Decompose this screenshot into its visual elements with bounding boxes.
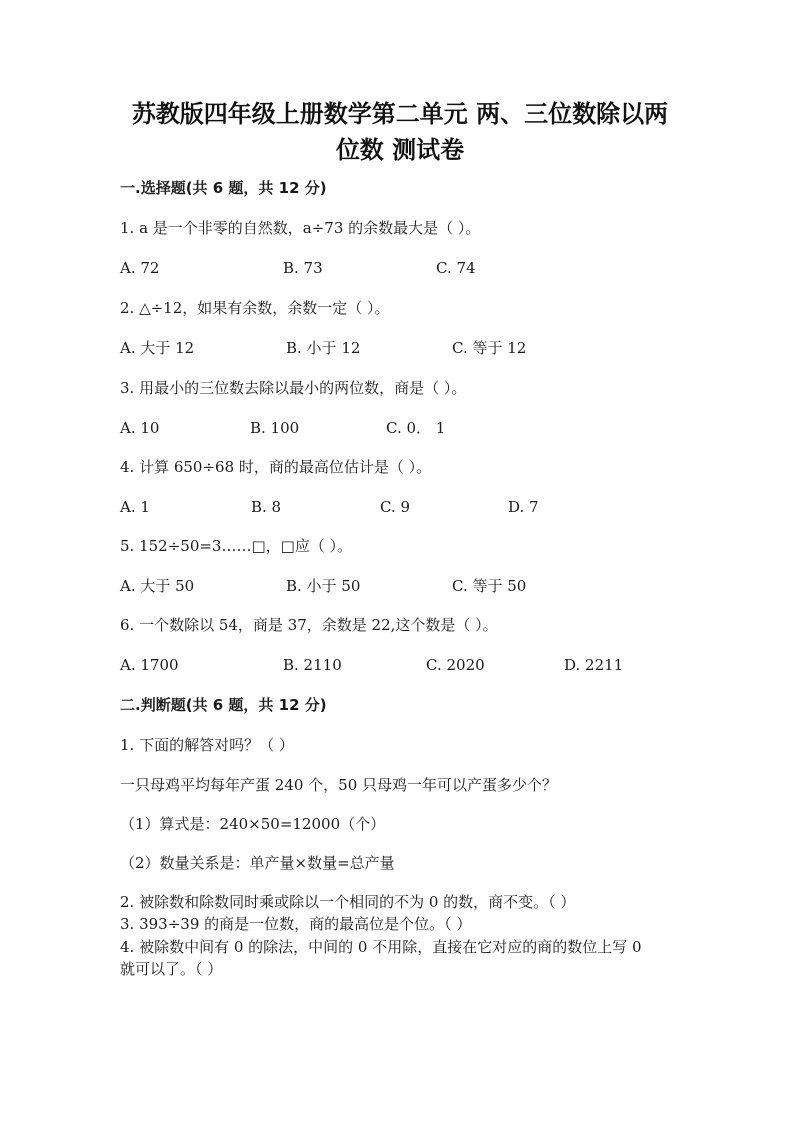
question-5-option-a: A. 大于 50 xyxy=(120,577,195,595)
question-5-option-b: B. 小于 50 xyxy=(286,577,361,595)
question-2-option-a: A. 大于 12 xyxy=(120,339,195,357)
question-2-option-b: B. 小于 12 xyxy=(286,339,361,357)
question-6-option-d: D. 2211 xyxy=(564,656,624,674)
question-5-option-c: C. 等于 50 xyxy=(452,577,527,595)
question-6-option-a: A. 1700 xyxy=(120,656,179,674)
question-3-stem: 3. 用最小的三位数去除以最小的两位数，商是（ ）。 xyxy=(120,379,467,397)
judge-1-sub-2: （2）数量关系是：单产量×数量=总产量 xyxy=(120,854,395,872)
judge-1-sub-1: （1）算式是：240×50=12000（个） xyxy=(120,815,386,833)
question-1-stem: 1. a 是一个非零的自然数，a÷73 的余数最大是（ ）。 xyxy=(120,219,481,237)
judge-1-context: 一只母鸡平均每年产蛋 240 个，50 只母鸡一年可以产蛋多少个？ xyxy=(120,776,558,794)
question-3-option-a: A. 10 xyxy=(120,419,160,437)
question-4-option-a: A. 1 xyxy=(120,498,150,516)
question-1-option-c: C. 74 xyxy=(436,259,476,277)
judge-4-stem-line-1: 4. 被除数中间有 0 的除法，中间的 0 不用除，直接在它对应的商的数位上写 0 xyxy=(120,938,642,956)
judge-3-stem: 3. 393÷39 的商是一位数，商的最高位是个位。（ ） xyxy=(120,915,472,933)
judge-4-stem-line-2: 就可以了。（ ） xyxy=(120,960,223,978)
question-4-option-c: C. 9 xyxy=(380,498,411,516)
question-2-option-c: C. 等于 12 xyxy=(452,339,527,357)
question-2-stem: 2. △÷12，如果有余数，余数一定（ ）。 xyxy=(120,299,390,317)
section-heading-choice: 一.选择题(共 6 题，共 12 分) xyxy=(120,179,327,197)
question-4-option-b: B. 8 xyxy=(251,498,282,516)
question-6-stem: 6. 一个数除以 54，商是 37，余数是 22,这个数是（ ）。 xyxy=(120,616,498,634)
title-line-1: 苏教版四年级上册数学第二单元 两、三位数除以两 xyxy=(131,100,669,128)
question-6-option-c: C. 2020 xyxy=(426,656,485,674)
question-3-option-b: B. 100 xyxy=(250,419,300,437)
question-5-stem: 5. 152÷50=3……□，□应（ ）。 xyxy=(120,537,353,555)
judge-2-stem: 2. 被除数和除数同时乘或除以一个相同的不为 0 的数，商不变。（ ） xyxy=(120,893,576,911)
question-3-option-c: C. 0． 1 xyxy=(386,419,446,437)
question-1-option-b: B. 73 xyxy=(283,259,323,277)
question-4-option-d: D. 7 xyxy=(508,498,539,516)
title-line-2: 位数 测试卷 xyxy=(335,136,465,164)
section-heading-judge: 二.判断题(共 6 题，共 12 分) xyxy=(120,696,327,714)
question-1-option-a: A. 72 xyxy=(120,259,160,277)
question-4-stem: 4. 计算 650÷68 时，商的最高位估计是（ ）。 xyxy=(120,458,432,476)
judge-1-stem: 1. 下面的解答对吗？（ ） xyxy=(120,736,294,754)
question-6-option-b: B. 2110 xyxy=(283,656,342,674)
page-title xyxy=(100,96,700,168)
